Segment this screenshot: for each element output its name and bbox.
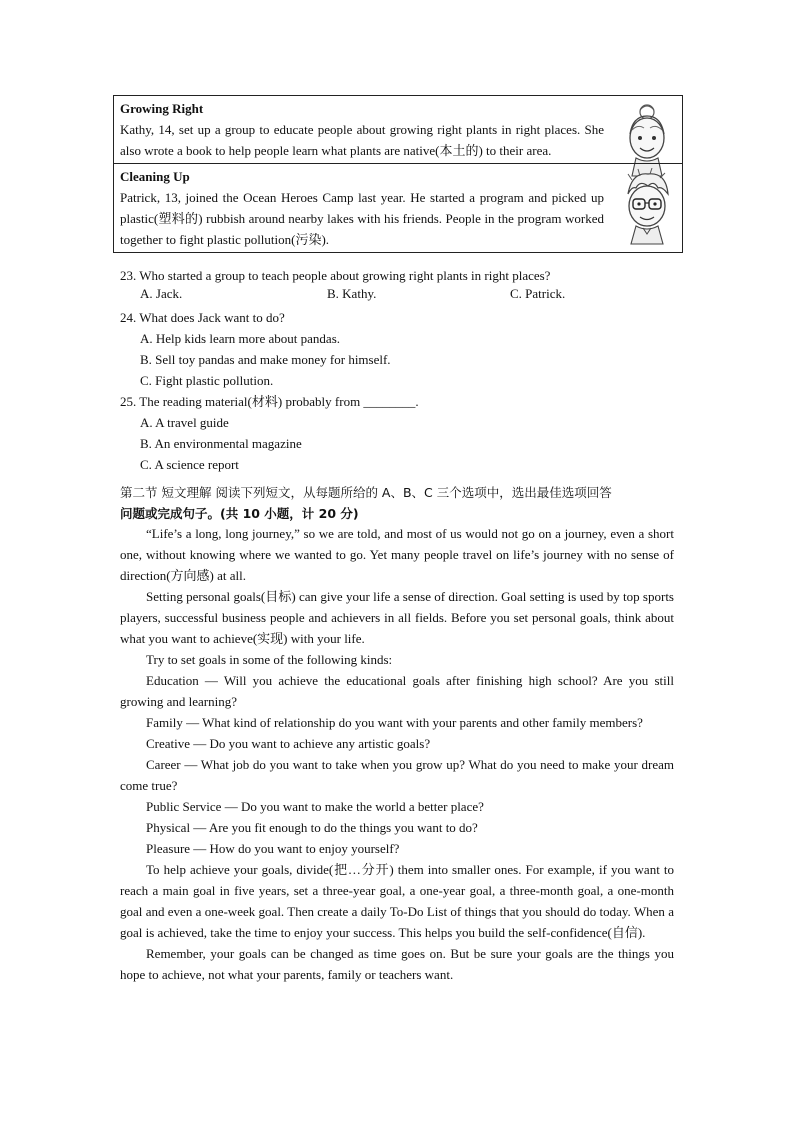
passage-paragraph: “Life’s a long, long journey,” so we are told, and most of us would not go on a journey, even a short one, without knowing where we wanted to go. Yet many people travel on life’s journey with no sense of direction(方向感) at all.	[120, 526, 674, 583]
option-a: A. Jack.	[140, 286, 183, 301]
reading-passage	[120, 523, 674, 985]
profile-text: Kathy, 14, set up a group to educate people about growing right plants in right places. She also wrote a book to help people learn what plants are native(本土的) to their area.	[120, 122, 604, 158]
option-c: C. A science report	[140, 457, 239, 472]
passage-paragraph: Career — What job do you want to take when you grow up? What do you need to make your dream come true?	[120, 757, 674, 793]
question-23	[120, 265, 680, 302]
section-title-line-2: 问题或完成句子。(共 10 小题，计 20 分)	[120, 506, 359, 521]
passage-paragraph: Public Service — Do you want to make the world a better place?	[146, 799, 484, 814]
option-a: A. Help kids learn more about pandas.	[140, 331, 341, 346]
passage-paragraph: Try to set goals in some of the following kinds:	[146, 652, 393, 667]
passage-paragraph: Creative — Do you want to achieve any artistic goals?	[146, 736, 431, 751]
question-25	[120, 391, 680, 475]
passage-paragraph: Family — What kind of relationship do you want with your parents and other family members?	[146, 715, 643, 730]
option-c: C. Fight plastic pollution.	[140, 373, 274, 388]
boy-with-glasses-portrait-icon	[616, 168, 678, 246]
profile-row-growing-right	[114, 96, 682, 163]
option-row	[120, 286, 680, 302]
profile-text: Patrick, 13, joined the Ocean Heroes Camp last year. He started a program and picked up plastic(塑料的) rubbish around nearby lakes with his friends. People in the program worked together to fight plastic pollution(污染).	[120, 190, 604, 247]
section-title-line-1: 第二节 短文理解 阅读下列短文，从每题所给的 A、B、C 三个选项中，选出最佳选项回答	[120, 485, 612, 500]
question-stem: 25. The reading material(材料) probably from ________.	[120, 394, 419, 409]
option-a: A. A travel guide	[140, 415, 229, 430]
option-b: B. Sell toy pandas and make money for himself.	[140, 352, 391, 367]
passage-paragraph: Pleasure — How do you want to enjoy yourself?	[146, 841, 400, 856]
question-stem: 24. What does Jack want to do?	[120, 310, 285, 325]
profile-heading: Cleaning Up	[120, 169, 190, 184]
section-heading	[120, 482, 680, 524]
option-b: B. Kathy.	[327, 286, 377, 301]
profile-table	[113, 95, 683, 253]
question-stem: 23. Who started a group to teach people about growing right plants in right places?	[120, 268, 551, 283]
passage-paragraph: Remember, your goals can be changed as time goes on. But be sure your goals are the things you hope to achieve, not what your parents, family or teachers want.	[120, 946, 674, 982]
passage-paragraph: Setting personal goals(目标) can give your life a sense of direction. Goal setting is used by top sports players, successful business people and achievers in all fields. Before you set personal goals, think about what you want to achieve(实现) with your life.	[120, 589, 674, 646]
question-24	[120, 307, 680, 391]
profile-row-cleaning-up	[114, 163, 682, 252]
passage-paragraph: To help achieve your goals, divide(把…分开) them into smaller ones. For example, if you want to reach a main goal in five years, set a three-year goal, a one-year goal, a three-month goal, a one-month goal and even a one-week goal. Then create a daily To-Do List of things that you should do today. When a goal is achieved, take the time to enjoy your success. This helps you build the self-confidence(自信).	[120, 862, 674, 940]
passage-paragraph: Education — Will you achieve the educational goals after finishing high school? Are you still growing and learning?	[120, 673, 674, 709]
passage-paragraph: Physical — Are you fit enough to do the things you want to do?	[146, 820, 478, 835]
option-b: B. An environmental magazine	[140, 436, 302, 451]
profile-heading: Growing Right	[120, 101, 204, 116]
option-c: C. Patrick.	[510, 286, 566, 301]
